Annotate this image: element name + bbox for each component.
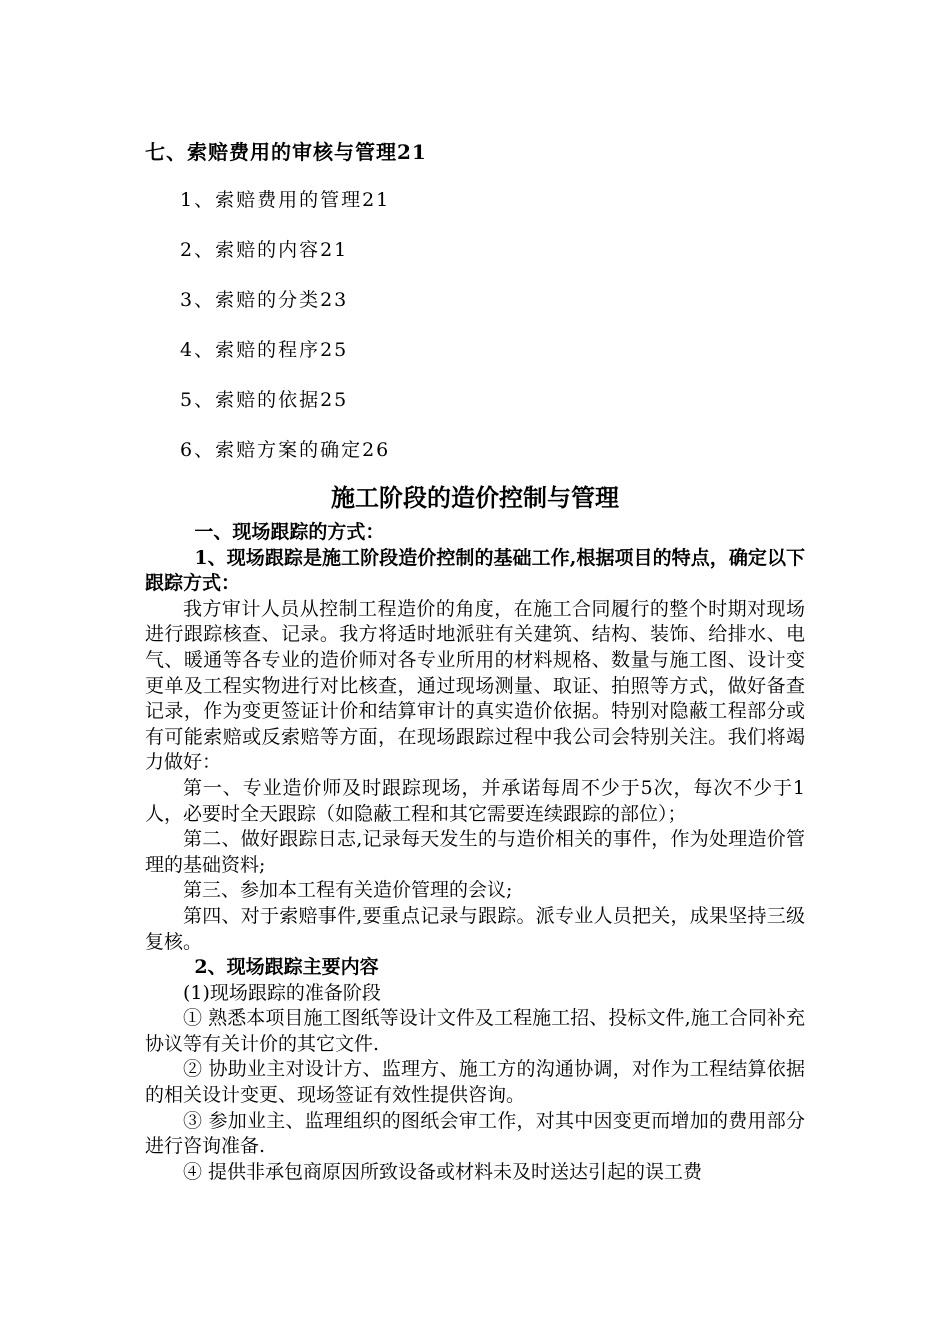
toc-item: 1、索赔费用的管理21 <box>180 189 391 211</box>
paragraph: (1)现场跟踪的准备阶段 <box>183 981 381 1004</box>
subsection-heading: 1、现场跟踪是施工阶段造价控制的基础工作,根据项目的特点，确定以下跟踪方式： <box>145 546 805 595</box>
paragraph: 第二、做好跟踪日志,记录每天发生的与造价相关的事件，作为处理造价管理的基础资料; <box>145 828 805 876</box>
toc-item: 3、索赔的分类23 <box>180 289 349 311</box>
toc-item: 4、索赔的程序25 <box>180 339 349 361</box>
document-title: 施工阶段的造价控制与管理 <box>331 483 619 512</box>
toc-heading: 七、索赔费用的审核与管理21 <box>145 140 427 164</box>
toc-item: 6、索赔方案的确定26 <box>180 439 391 461</box>
toc-item: 5、索赔的依据25 <box>180 389 349 411</box>
subsection-heading: 2、现场跟踪主要内容 <box>194 956 379 979</box>
list-item: ④ 提供非承包商原因所致设备或材料未及时送达引起的误工费 <box>183 1160 703 1183</box>
list-item: ③ 参加业主、监理组织的图纸会审工作，对其中因变更而增加的费用部分进行咨询准备. <box>145 1109 805 1158</box>
toc-list <box>180 187 390 487</box>
paragraph: 我方审计人员从控制工程造价的角度，在施工合同履行的整个时期对现场进行跟踪核查、记录。我方将适时地派驻有关建筑、结构、装饰、给排水、电气、暖通等各专业的造价师对各专业所用的材料规格、数量与施工图、设计变更单及工程实物进行对比核查，通过现场测量、取证、拍照等方式，做好备查记录，作为变更签证计价和结算审计的真实造价依据。特别对隐蔽工程部分或有可能索赔或反索赔等方面，在现场跟踪过程中我公司会特别关注。我们将竭力做好： <box>145 597 805 774</box>
paragraph: 第四、对于索赔事件,要重点记录与跟踪。派专业人员把关，成果坚持三级复核。 <box>145 904 805 953</box>
section-heading: 一、现场跟踪的方式： <box>194 521 385 543</box>
paragraph: 第三、参加本工程有关造价管理的会议; <box>183 879 513 902</box>
toc-item: 2、索赔的内容21 <box>180 239 349 261</box>
list-item: ② 协助业主对设计方、监理方、施工方的沟通协调，对作为工程结算依据的相关设计变更、现场签证有效性提供咨询。 <box>145 1058 805 1107</box>
paragraph: 第一、专业造价师及时跟踪现场，并承诺每周不少于5次，每次不少于1人，必要时全天跟踪（如隐蔽工程和其它需要连续跟踪的部位）； <box>145 776 805 825</box>
document-body <box>145 520 805 1185</box>
list-item: ① 熟悉本项目施工图纸等设计文件及工程施工招、投标文件,施工合同补充协议等有关计价的其它文件. <box>145 1007 805 1055</box>
